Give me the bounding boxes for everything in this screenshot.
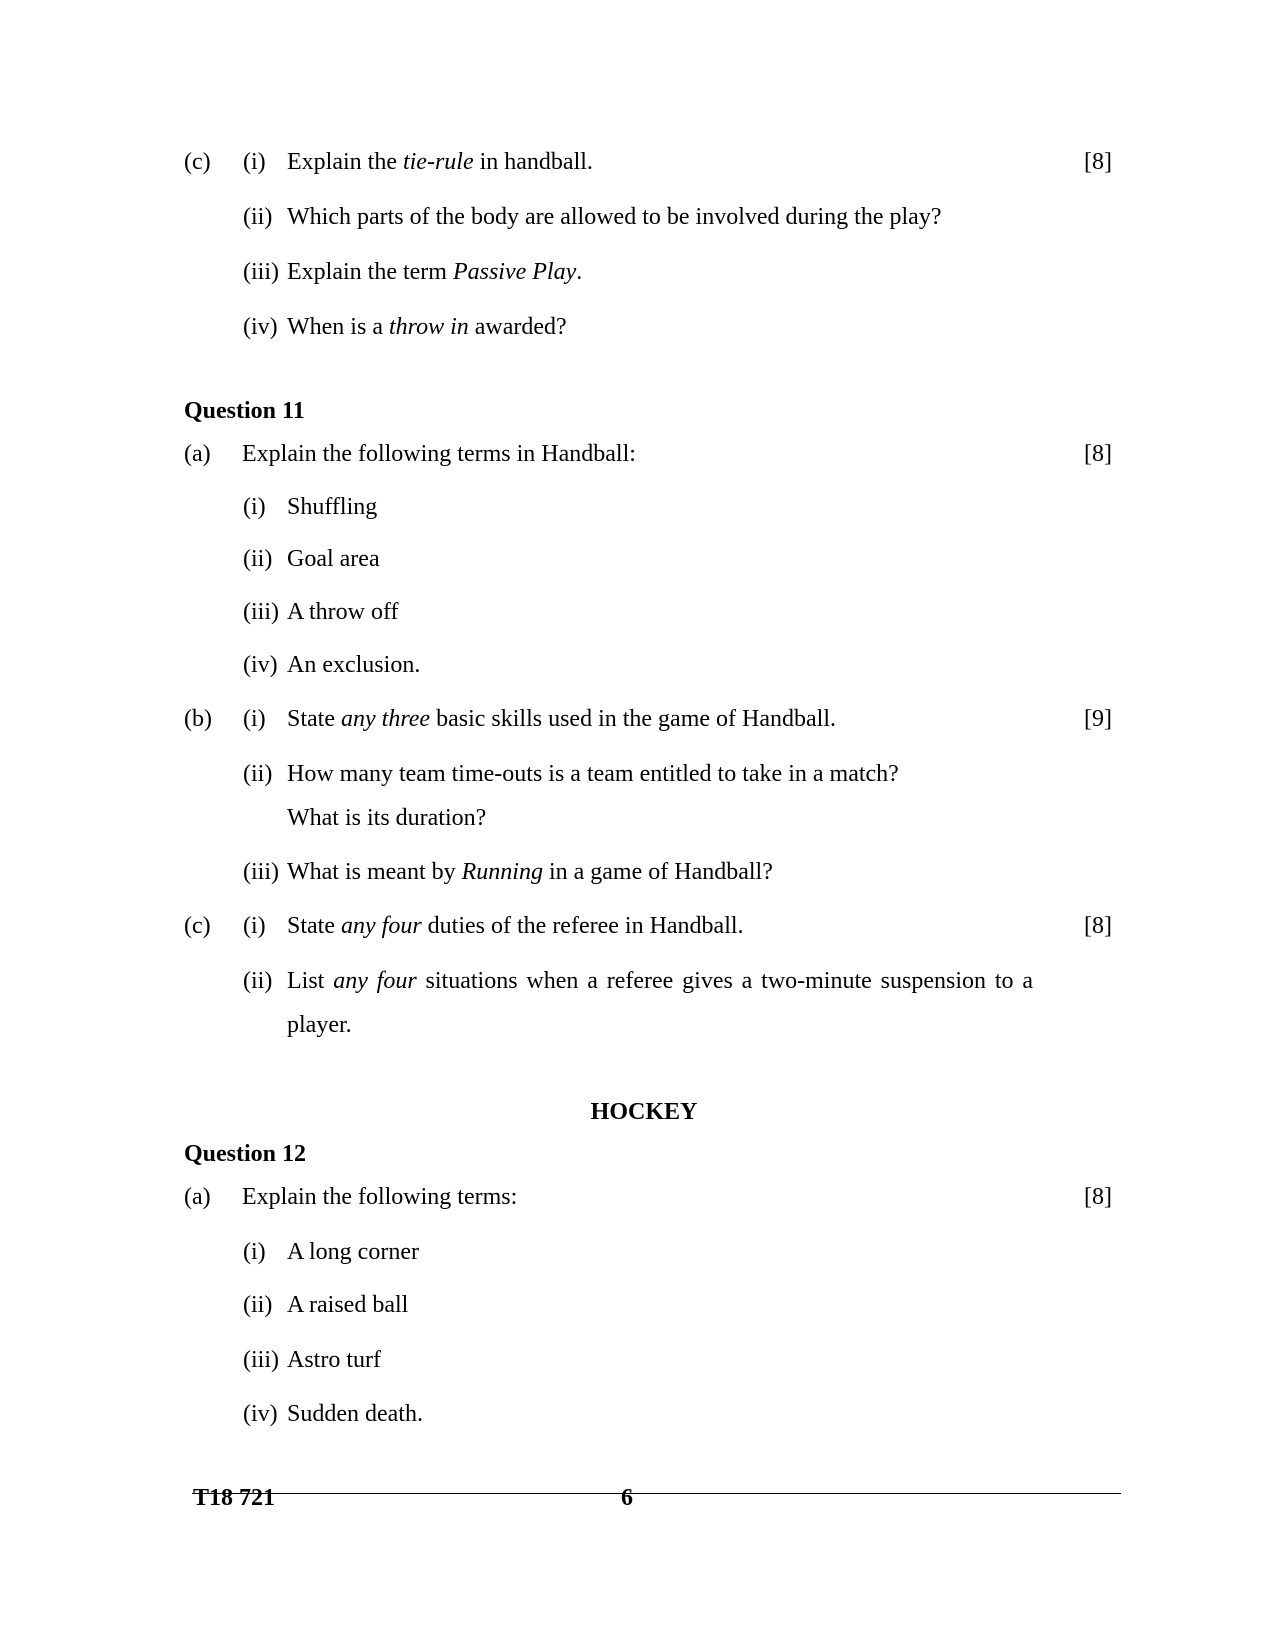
- question-text: State any four duties of the referee in Handball.: [287, 913, 744, 939]
- item-number: (i): [243, 494, 266, 520]
- item-number: (ii): [243, 761, 273, 787]
- question-heading: Question 11: [184, 398, 305, 424]
- question-text: What is meant by Running in a game of Handball?: [287, 859, 773, 885]
- part-label: (b): [184, 706, 212, 732]
- part-label: (a): [184, 441, 211, 467]
- item-number: (ii): [243, 1292, 273, 1318]
- item-number: (iii): [243, 599, 279, 625]
- term: Goal area: [287, 546, 380, 572]
- item-number: (iii): [243, 1347, 279, 1373]
- term: Sudden death.: [287, 1401, 423, 1427]
- marks: [8]: [1084, 149, 1112, 175]
- item-number: (i): [243, 913, 266, 939]
- question-text: Explain the following terms in Handball:: [242, 441, 636, 467]
- item-number: (iii): [243, 859, 279, 885]
- question-text-continued: What is its duration?: [287, 805, 487, 831]
- question-text-continued: player.: [287, 1012, 352, 1038]
- item-number: (i): [243, 1239, 266, 1265]
- question-heading: Question 12: [184, 1141, 307, 1167]
- part-label: (c): [184, 149, 211, 175]
- footer-rule: [192, 1493, 1121, 1494]
- item-number: (ii): [243, 968, 273, 994]
- section-heading: HOCKEY: [590, 1099, 698, 1125]
- question-text: Which parts of the body are allowed to be involved during the play?: [287, 204, 942, 230]
- question-text: State any three basic skills used in the game of Handball.: [287, 706, 836, 732]
- marks: [8]: [1084, 1184, 1112, 1210]
- question-text: When is a throw in awarded?: [287, 314, 567, 340]
- item-number: (iv): [243, 652, 278, 678]
- term: Shuffling: [287, 494, 378, 520]
- item-number: (ii): [243, 546, 273, 572]
- question-text: Explain the tie-rule in handball.: [287, 149, 593, 175]
- page-number: 6: [621, 1485, 633, 1511]
- question-text: Explain the term Passive Play.: [287, 259, 583, 285]
- item-number: (i): [243, 706, 266, 732]
- item-number: (ii): [243, 204, 273, 230]
- item-number: (iv): [243, 1401, 278, 1427]
- term: A throw off: [287, 599, 399, 625]
- term: A long corner: [287, 1239, 419, 1265]
- item-number: (iv): [243, 314, 278, 340]
- question-text: How many team time-outs is a team entitled to take in a match?: [287, 761, 899, 787]
- term: An exclusion.: [287, 652, 421, 678]
- term: Astro turf: [287, 1347, 381, 1373]
- part-label: (a): [184, 1184, 211, 1210]
- question-text: Explain the following terms:: [242, 1184, 518, 1210]
- marks: [8]: [1084, 441, 1112, 467]
- item-number: (iii): [243, 259, 279, 285]
- question-text: List any four situations when a referee gives a two-minute suspension to a: [287, 968, 1033, 994]
- part-label: (c): [184, 913, 211, 939]
- marks: [8]: [1084, 913, 1112, 939]
- item-number: (i): [243, 149, 266, 175]
- paper-code: T18 721: [193, 1485, 276, 1511]
- marks: [9]: [1084, 706, 1112, 732]
- term: A raised ball: [287, 1292, 409, 1318]
